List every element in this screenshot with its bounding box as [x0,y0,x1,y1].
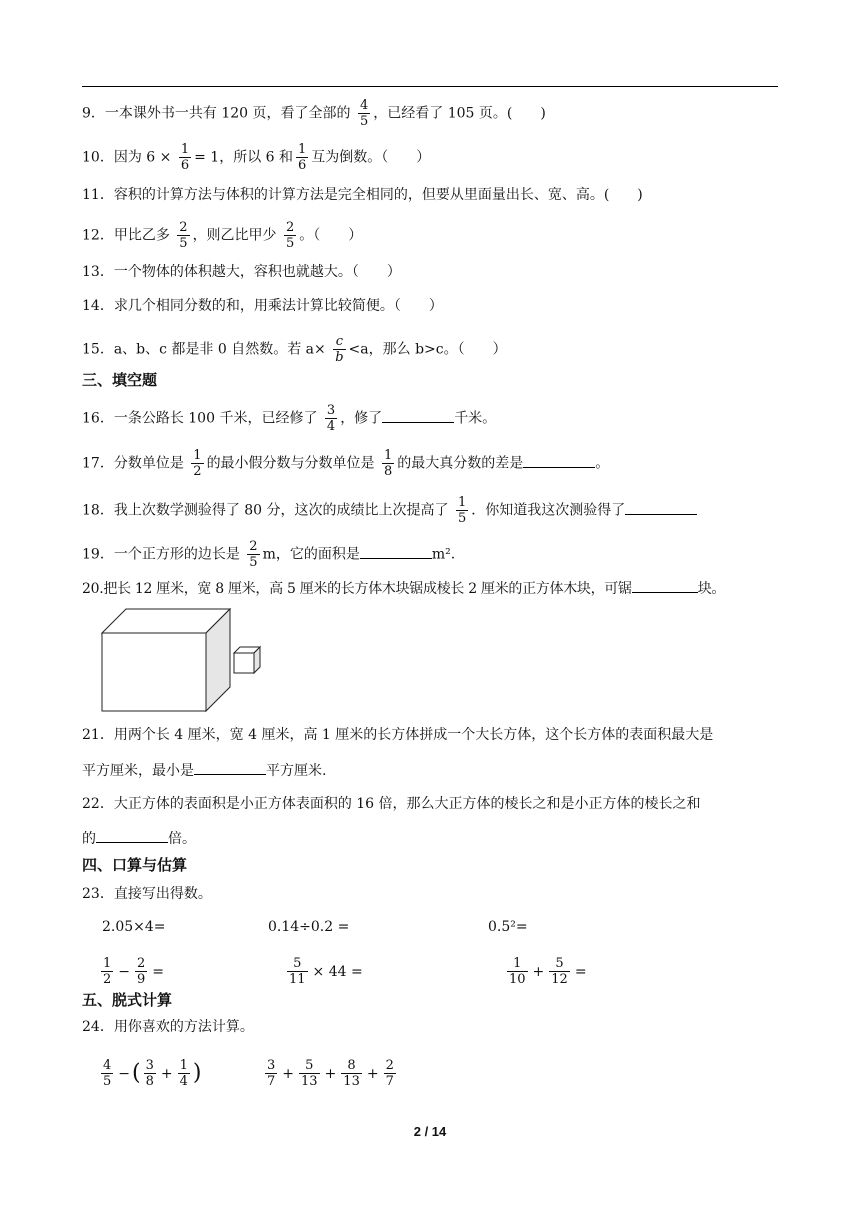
denominator: 4 [326,419,336,434]
question-text: 甲比乙多 [113,227,170,244]
fraction [135,957,147,986]
question-text: 的最大真分数的差是 [397,455,524,472]
fraction [341,1059,362,1088]
answer-blank[interactable] [96,828,168,843]
left-paren: ( [132,1060,141,1086]
numerator: 4 [360,98,369,113]
denominator: 5 [286,236,295,251]
cuboid-front-face [102,633,206,711]
question-text: 互为倒数。（ ） [311,149,431,166]
operator: + [324,1065,337,1082]
question-number: 23． [82,886,114,902]
question-number: 19． [82,546,114,563]
numerator: 1 [180,142,190,157]
question-number: 9． [82,105,105,122]
numerator: 8 [341,1059,362,1074]
denominator: 9 [137,972,146,987]
right-paren: ) [192,1060,202,1086]
question-10 [82,143,430,172]
question-number: 12． [82,227,114,244]
question-20 [82,578,725,599]
question-text: 的 [82,831,96,847]
numerator: 5 [287,957,308,972]
denominator: 6 [180,158,190,173]
numerator: 5 [299,1059,320,1074]
denominator: 8 [384,464,393,479]
numerator: 1 [507,957,528,972]
fraction [101,1059,113,1088]
denominator: b [335,350,344,365]
numerator: 2 [385,1058,394,1073]
numerator: 1 [193,448,202,463]
section-heading-mental-math: 四、口算与估算 [82,856,188,874]
fraction [384,1059,396,1088]
question-number: 24． [82,1019,114,1035]
numerator: 3 [326,403,336,418]
question-12 [82,221,362,250]
fraction [101,957,113,986]
fraction [144,1059,156,1088]
question-text: m². [431,546,456,563]
header-rule [82,86,778,87]
question-text: = 1，所以 6 和 [194,149,294,166]
denominator: 5 [249,555,258,570]
denominator: 5 [179,236,188,251]
answer-blank[interactable] [523,453,595,468]
question-9 [82,99,546,128]
denominator: 5 [458,511,467,526]
operator: + [160,1065,173,1082]
numerator: 2 [179,220,188,235]
numerator: 5 [549,957,570,972]
numerator: 1 [298,142,307,157]
question-18 [82,496,697,525]
section-heading-step-calculation: 五、脱式计算 [82,991,173,1009]
fraction [549,957,570,986]
question-11 [82,185,643,205]
numerator: 1 [384,448,393,463]
question-text: 。（ ） [299,227,363,244]
question-15 [82,335,507,364]
numerator: 1 [179,1058,188,1073]
fraction [299,1059,320,1088]
question-text: 块。 [697,581,726,597]
numerator: 3 [145,1058,154,1073]
question-text: 平方厘米. [266,763,327,779]
denominator: 5 [103,1074,112,1089]
question-22-line-2 [82,828,196,849]
question-number: 13． [82,264,114,280]
fraction [333,335,345,364]
question-number: 22． [82,796,114,812]
calc-expression-5 [284,957,365,986]
question-text: 一个物体的体积越大，容积也就越大。（ ） [113,264,401,280]
answer-blank[interactable] [625,500,697,515]
fraction [178,1059,190,1088]
fraction [507,957,528,986]
question-text: ，已经看了 105 页。( ) [373,105,546,122]
numerator: 2 [249,539,258,554]
fraction [296,143,308,172]
question-14 [82,296,443,316]
question-text: 一个正方形的边长是 [113,546,240,563]
calc-expression-2: 0.14÷0.2 = [268,919,350,935]
fraction [456,496,468,525]
question-number: 16． [82,410,114,427]
denominator: 7 [385,1074,394,1089]
operator: − [118,1065,131,1082]
question-13 [82,262,401,282]
question-text: ．你知道我这次测验得了 [471,502,626,519]
denominator: 6 [298,158,307,173]
fraction [179,143,191,172]
question-21-line-2 [82,760,326,781]
operator: + [366,1065,379,1082]
fraction [325,404,337,433]
question-text: 的最小假分数与分数单位是 [206,455,375,472]
question-text: 容积的计算方法与体积的计算方法是完全相同的，但要从里面量出长、宽、高。( ) [113,187,643,203]
cuboid-and-cube-figure [100,607,266,713]
question-text: 我上次数学测验得了 80 分，这次的成绩比上次提高了 [113,502,449,519]
fraction [382,449,394,478]
question-text: ，修了 [340,410,383,427]
work-expression-2 [262,1059,399,1088]
answer-blank[interactable] [194,760,266,775]
denominator: 12 [551,972,568,987]
fraction [358,99,370,128]
question-text: m，它的面积是 [262,546,360,563]
denominator: 7 [267,1074,276,1089]
question-text: 用你喜欢的方法计算。 [113,1019,254,1035]
denominator: 4 [179,1074,188,1089]
numerator: c [333,335,345,350]
question-text: ，则乙比甲少 [192,227,277,244]
denominator: 5 [360,114,369,129]
question-text: 。 [595,455,610,472]
answer-blank[interactable] [632,578,698,593]
question-text: 用两个长 4 厘米，宽 4 厘米，高 1 厘米的长方体拼成一个大长方体，这个长方体的表面积最大是 [113,727,714,743]
answer-blank[interactable] [360,544,432,559]
denominator: 10 [509,972,526,987]
question-text: 一本课外书一共有 120 页，看了全部的 [104,105,351,122]
operator: + [282,1065,295,1082]
question-text: 千米。 [454,410,497,427]
question-19 [82,540,455,569]
denominator: 2 [193,464,202,479]
operator: − [118,963,131,980]
fraction [287,957,308,986]
question-text: 把长 12 厘米，宽 8 厘米，高 5 厘米的长方体木块锯成棱长 2 厘米的正方体木块，可锯 [103,581,632,597]
question-number: 20. [82,581,104,597]
question-text: 因为 6 × [113,149,172,166]
question-16 [82,404,496,433]
denominator: 2 [103,972,112,987]
question-text: 一条公路长 100 千米，已经修了 [113,410,318,427]
question-number: 14． [82,298,114,314]
denominator: 11 [289,972,306,987]
numerator: 3 [267,1058,276,1073]
equals-sign: = [574,963,587,980]
equals-sign: = [152,963,165,980]
fraction [284,221,296,250]
question-number: 15． [82,341,114,358]
question-text: a、b、c 都是非 0 自然数。若 a× [113,341,326,358]
question-text: 大正方体的表面积是小正方体表面积的 16 倍，那么大正方体的棱长之和是小正方体的棱长之和 [113,796,701,812]
operator: × 44 = [312,963,363,980]
page-number: 2 / 14 [413,1124,447,1139]
question-23 [82,884,212,904]
fraction [247,540,259,569]
fraction [177,221,189,250]
question-number: 17． [82,455,114,472]
question-text: 平方厘米，最小是 [82,763,194,779]
denominator: 8 [145,1074,154,1089]
numerator: 2 [286,220,295,235]
question-text: 求几个相同分数的和，用乘法计算比较简便。（ ） [113,298,443,314]
numerator: 1 [458,495,467,510]
question-text: 分数单位是 [113,455,184,472]
numerator: 1 [103,956,112,971]
question-number: 18． [82,502,114,519]
question-21 [82,725,713,745]
question-24 [82,1017,254,1037]
question-number: 11． [82,187,114,203]
operator: + [532,963,545,980]
fraction [265,1059,277,1088]
calc-expression-6 [504,957,589,986]
question-text: 直接写出得数。 [113,886,212,902]
calc-expression-4 [98,957,166,986]
calc-expression-1: 2.05×4= [102,919,166,935]
denominator: 13 [301,1074,318,1089]
fraction [191,449,203,478]
question-22 [82,794,701,814]
section-heading-fill-in: 三、填空题 [82,371,158,389]
numerator: 2 [137,956,146,971]
question-number: 21． [82,727,114,743]
question-text: <a，那么 b>c。（ ） [348,341,507,358]
question-number: 10． [82,149,114,166]
numerator: 4 [103,1058,112,1073]
answer-blank[interactable] [382,408,454,423]
question-17 [82,449,609,478]
work-expression-1 [98,1059,202,1088]
cube-front-face [234,653,254,673]
calc-expression-3: 0.5²= [488,919,528,935]
question-text: 倍。 [168,831,196,847]
denominator: 13 [343,1074,360,1089]
